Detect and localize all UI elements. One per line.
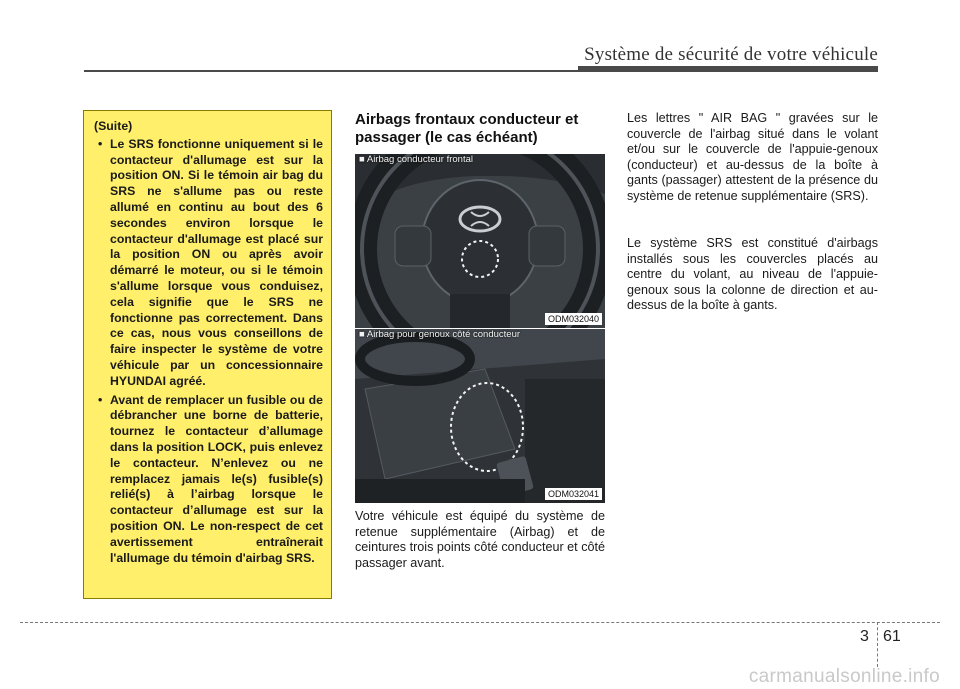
figure-steering-wheel bbox=[355, 154, 605, 328]
chapter-number: 3 bbox=[860, 628, 869, 645]
page-number: 61 bbox=[883, 628, 901, 645]
warning-item-text: Le SRS fonctionne uniquement si le contacteur d'allumage est sur la position ON. Si le témoin air bag du SRS ne s'allume pas ou reste allumé en continu au bout des 6 secondes environ lorsque le contacteur d'allumage est placé sur la position ON ou après avoir démarré le moteur, ou si le témoin s'allume lorsque vous conduisez, cela signifie que le SRS ne fonctionne pas correctement. Dans ce cas, nous vous conseillons de faire inspecter le système de votre véhicule par un concessionnaire HYUNDAI agréé. bbox=[110, 136, 323, 388]
warning-item-text: Avant de remplacer un fusible ou de débrancher une borne de batterie, tournez le contacteur d’allumage dans la position LOCK, puis enlevez le contacteur. N’enlevez ou ne remplacez jamais le(s) fusible(s) relié(s) à l’airbag lorsque le contacteur d’allumage est sur la position ON. Le non-respect de cet avertissement entraînerait l'allumage du témoin d'airbag SRS. bbox=[110, 392, 323, 565]
footer-rule bbox=[20, 622, 940, 623]
steering-wheel-illustration bbox=[355, 154, 605, 328]
figure-label: ■ Airbag pour genoux côté conducteur bbox=[359, 329, 521, 340]
footer-divider bbox=[877, 622, 878, 667]
figure-code: ODM032040 bbox=[545, 313, 602, 325]
section-title: Airbags frontaux conducteur et passager (le cas échéant) bbox=[355, 111, 579, 146]
right-paragraph-1: Les lettres " AIR BAG " gravées sur le couvercle de l'airbag situé dans le volant et/ou sur le couvercle de l'appuie-genoux (conducteur) et au-dessus de la boîte à gants (passager) attestent de la présence du système de retenue supplémentaire (SRS). bbox=[627, 111, 878, 203]
figure-label: ■ Airbag conducteur frontal bbox=[359, 154, 473, 165]
header-bar bbox=[578, 66, 878, 72]
section-paragraph: Votre véhicule est équipé du système de retenue supplémentaire (Airbag) et de ceintures trois points côté conducteur et côté passager avant. bbox=[355, 509, 605, 570]
right-paragraph-2: Le système SRS est constitué d'airbags installés sous les couvercles placés au centre du volant, au niveau de l'appuie-genoux sous la colonne de direction et au-dessus de la boîte à gants. bbox=[627, 236, 878, 313]
warning-box bbox=[83, 110, 332, 599]
header-title: Système de sécurité de votre véhicule bbox=[584, 44, 878, 65]
warning-item bbox=[94, 137, 323, 390]
bullet-icon: • bbox=[98, 392, 103, 407]
knee-airbag-illustration bbox=[355, 329, 605, 503]
figure-knee-airbag bbox=[355, 329, 605, 503]
watermark: carmanualsonline.info bbox=[748, 666, 940, 687]
bullet-icon: • bbox=[98, 136, 103, 151]
figure-code: ODM032041 bbox=[545, 488, 602, 500]
warning-list bbox=[94, 137, 323, 567]
warning-item bbox=[94, 393, 323, 567]
warning-suite-label: (Suite) bbox=[94, 119, 133, 133]
